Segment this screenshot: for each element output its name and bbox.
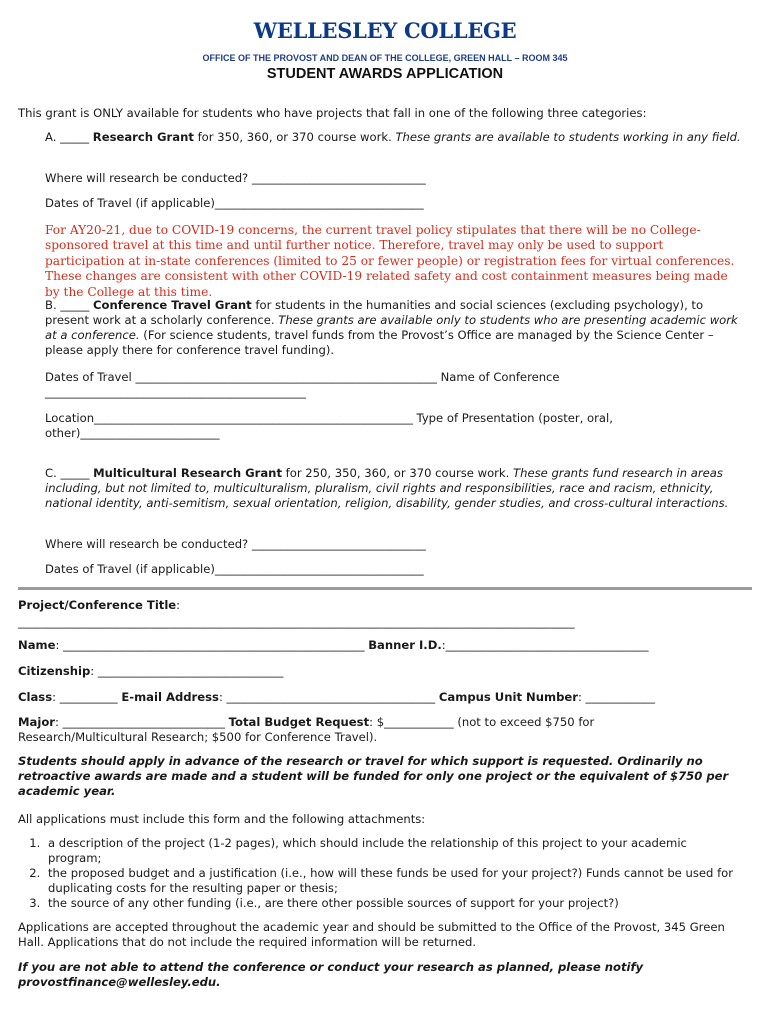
email-label: E-mail Address — [121, 690, 219, 704]
section-c-description: C. _____ Multicultural Research Grant for 250, 350, 360, or 370 course work. These grants fund research in areas including, but not limited to, multiculturalism, pluralism, civil rights and responsibilities, race and racism, ethnicity, national identity, anti-semitism, sexual orientation, religion, disability, gender studies, and cross-cultural interactions. — [45, 466, 729, 510]
budget-label: Total Budget Request — [228, 715, 370, 729]
attachments-intro: All applications must include this form and the following attachments: — [18, 812, 426, 826]
section-c-dates-field[interactable]: Dates of Travel (if applicable)____________________________________ — [45, 562, 424, 576]
advance-notice: Students should apply in advance of the research or travel for which support is requested. Ordinarily no retroactive awards are made and a student will be funded for only one project or the equivalent of $750 per academic year. — [18, 754, 729, 798]
section-b-checkbox-blank[interactable]: B. _____ — [45, 298, 93, 312]
section-b-description: B. _____ Conference Travel Grant for students in the humanities and social sciences (excluding psychology), to present work at a scholarly conference. These grants are available only to students who are presenting academic work at a conference. (For science students, travel funds from the Provost’s Office are managed by the Science Center – please apply there for conference travel funding). — [45, 298, 738, 357]
name-field[interactable]: : ____________________________________________________ — [55, 638, 369, 652]
citizenship-label: Citizenship — [18, 664, 91, 678]
closing-notice: If you are not able to attend the conference or conduct your research as planned, please notify provostfinance@wellesley.edu. — [18, 960, 644, 989]
attachments-list — [0, 836, 735, 911]
name-label: Name — [18, 638, 56, 652]
major-budget-row — [18, 715, 658, 745]
attachment-item: 2. the proposed budget and a justification (i.e., how will these funds be used for your project?) Funds cannot be used for duplicating costs for the resulting paper or thesis; — [44, 866, 735, 896]
covid-notice: For AY20-21, due to COVID-19 concerns, the current travel policy stipulates that there will be no College-sponsored travel at this time and until further notice. Therefore, travel may only be used to support participation at in-state conferences (limited to 25 or fewer people) or registration fees for virtual conferences. These changes are consistent with other COVID-19 related safety and cost containment measures being made by the College at this time. — [45, 223, 735, 299]
submission-text: Applications are accepted throughout the academic year and should be submitted to the Office of the Provost, 345 Green Hall. Applications that do not include the required information will be returned. — [18, 920, 725, 949]
section-c-name: Multicultural Research Grant — [93, 466, 282, 480]
attachment-item: 3. the source of any other funding (i.e., are there other possible sources of support for your project?) — [44, 896, 735, 911]
project-title-field[interactable]: Project/Conference Title: — [18, 598, 181, 612]
section-a-name: Research Grant — [92, 130, 194, 144]
section-a-checkbox-blank[interactable]: A. _____ — [45, 130, 93, 144]
project-title-line[interactable]: ________________________________________________________________________________________________ — [18, 615, 575, 629]
attachment-item: 1. a description of the project (1-2 pages), which should include the relationship of this project to your academic program; — [44, 836, 735, 866]
banner-id-label: Banner I.D. — [368, 638, 442, 652]
campus-unit-label: Campus Unit Number — [438, 690, 578, 704]
major-field[interactable]: : ____________________________ — [55, 715, 229, 729]
campus-unit-field[interactable]: : ____________ — [577, 690, 656, 704]
name-banner-row — [18, 638, 758, 653]
section-c-where-field[interactable]: Where will research be conducted? ______________________________ — [45, 537, 426, 551]
college-logo: WELLESLEY COLLEGE — [253, 18, 517, 43]
form-title: STUDENT AWARDS APPLICATION — [266, 66, 504, 82]
section-divider — [18, 587, 752, 590]
section-a-dates-field[interactable]: Dates of Travel (if applicable)____________________________________ — [45, 196, 424, 210]
class-field[interactable]: : __________ — [52, 690, 122, 704]
section-a-where-field[interactable]: Where will research be conducted? ______________________________ — [45, 171, 426, 185]
email-field[interactable]: : ____________________________________ — [218, 690, 439, 704]
section-c-checkbox-blank[interactable]: C. _____ — [45, 466, 94, 480]
section-a-description: A. _____ Research Grant for 350, 360, or 370 course work. These grants are available to students working in any field. — [45, 130, 741, 144]
section-b-name: Conference Travel Grant — [93, 298, 252, 312]
intro-text: This grant is ONLY available for students who have projects that fall in one of the following three categories: — [18, 106, 647, 120]
class-label: Class — [18, 690, 53, 704]
budget-field[interactable]: : $____________ (not to exceed $750 for Research/Multicultural Research; $500 for Conference Travel). — [18, 715, 595, 744]
office-line: OFFICE OF THE PROVOST AND DEAN OF THE COLLEGE, GREEN HALL – ROOM 345 — [202, 53, 568, 63]
banner-id-field[interactable]: :___________________________________ — [441, 638, 649, 652]
citizenship-row — [18, 664, 758, 679]
citizenship-field[interactable]: : ________________________________ — [90, 664, 284, 678]
section-b-location-presentation-field[interactable]: Location_______________________________________________________ Type of Presentation (poster, oral, other)________________________ — [45, 411, 613, 440]
class-email-unit-row — [18, 690, 758, 705]
major-label: Major — [18, 715, 56, 729]
section-b-dates-conference-field[interactable]: Dates of Travel ____________________________________________________ Name of Conference _____________________________________________ — [45, 370, 560, 399]
